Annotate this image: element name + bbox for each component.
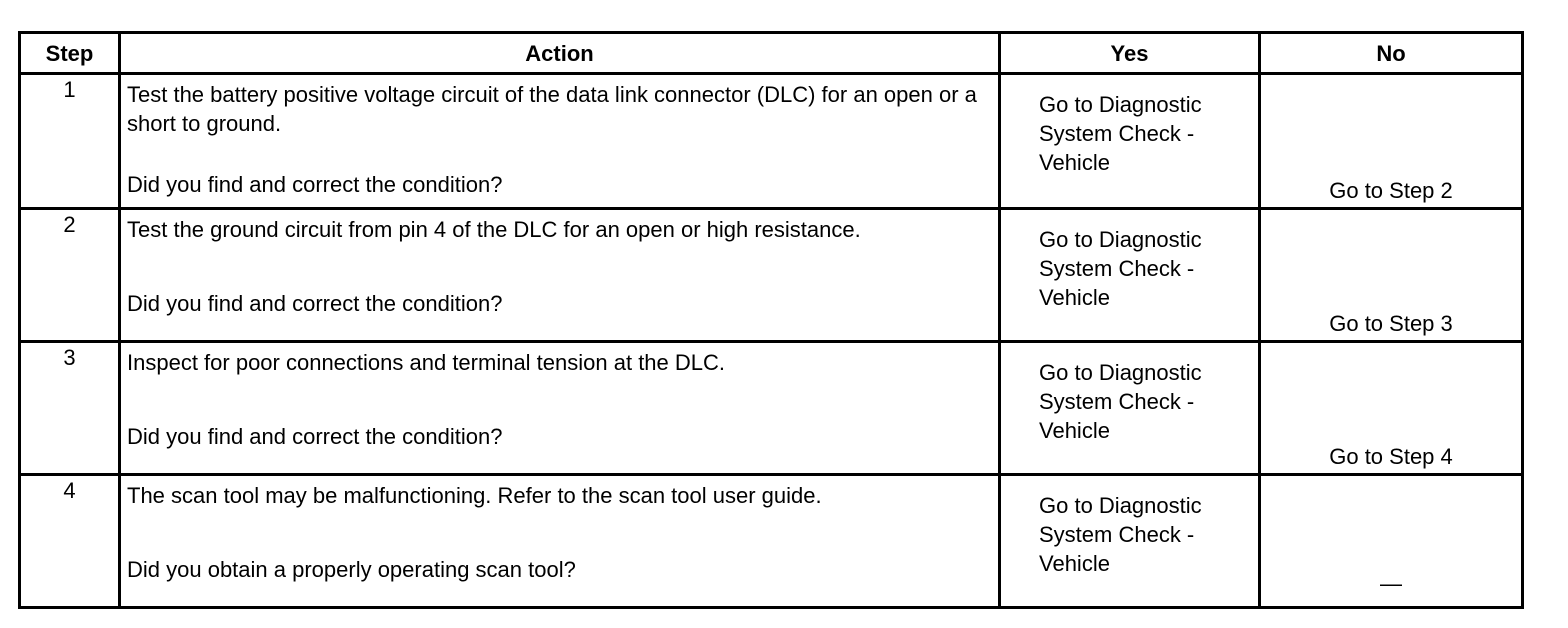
question-text: Did you obtain a properly operating scan tool? — [127, 557, 576, 582]
yes-cell — [1000, 475, 1260, 608]
no-cell — [1260, 74, 1523, 209]
action-cell — [120, 74, 1000, 209]
table-header-row — [20, 33, 1523, 74]
action-cell — [120, 342, 1000, 475]
no-text: Go to Step 3 — [1329, 311, 1453, 336]
no-cell — [1260, 342, 1523, 475]
question-text: Did you find and correct the condition? — [127, 291, 503, 316]
action-text: Inspect for poor connections and terminal tension at the DLC. — [127, 350, 726, 375]
header-no: No — [1260, 33, 1523, 74]
table-row — [20, 475, 1523, 608]
step-number: 3 — [20, 342, 120, 475]
step-number: 4 — [20, 475, 120, 608]
action-text: Test the battery positive voltage circuit of the data link connector (DLC) for an open or a short to ground. — [127, 82, 977, 136]
diagnostic-table — [18, 31, 1524, 609]
no-cell — [1260, 209, 1523, 342]
action-cell — [120, 475, 1000, 608]
question-text: Did you find and correct the condition? — [127, 424, 503, 449]
header-yes: Yes — [1000, 33, 1260, 74]
yes-cell — [1000, 74, 1260, 209]
yes-text: Go to Diagnostic System Check - Vehicle — [1039, 92, 1202, 175]
header-step: Step — [20, 33, 120, 74]
action-cell — [120, 209, 1000, 342]
no-cell — [1260, 475, 1523, 608]
table-row — [20, 74, 1523, 209]
yes-cell — [1000, 209, 1260, 342]
step-number: 1 — [20, 74, 120, 209]
no-text: — — [1380, 571, 1402, 596]
yes-text: Go to Diagnostic System Check - Vehicle — [1039, 227, 1202, 310]
table-row — [20, 342, 1523, 475]
no-text: Go to Step 4 — [1329, 444, 1453, 469]
yes-cell — [1000, 342, 1260, 475]
action-text: The scan tool may be malfunctioning. Refer to the scan tool user guide. — [127, 483, 822, 508]
no-text: Go to Step 2 — [1329, 178, 1453, 203]
yes-text: Go to Diagnostic System Check - Vehicle — [1039, 360, 1202, 443]
step-number: 2 — [20, 209, 120, 342]
yes-text: Go to Diagnostic System Check - Vehicle — [1039, 493, 1202, 576]
header-action: Action — [120, 33, 1000, 74]
question-text: Did you find and correct the condition? — [127, 172, 503, 197]
table-row — [20, 209, 1523, 342]
action-text: Test the ground circuit from pin 4 of the DLC for an open or high resistance. — [127, 217, 861, 242]
